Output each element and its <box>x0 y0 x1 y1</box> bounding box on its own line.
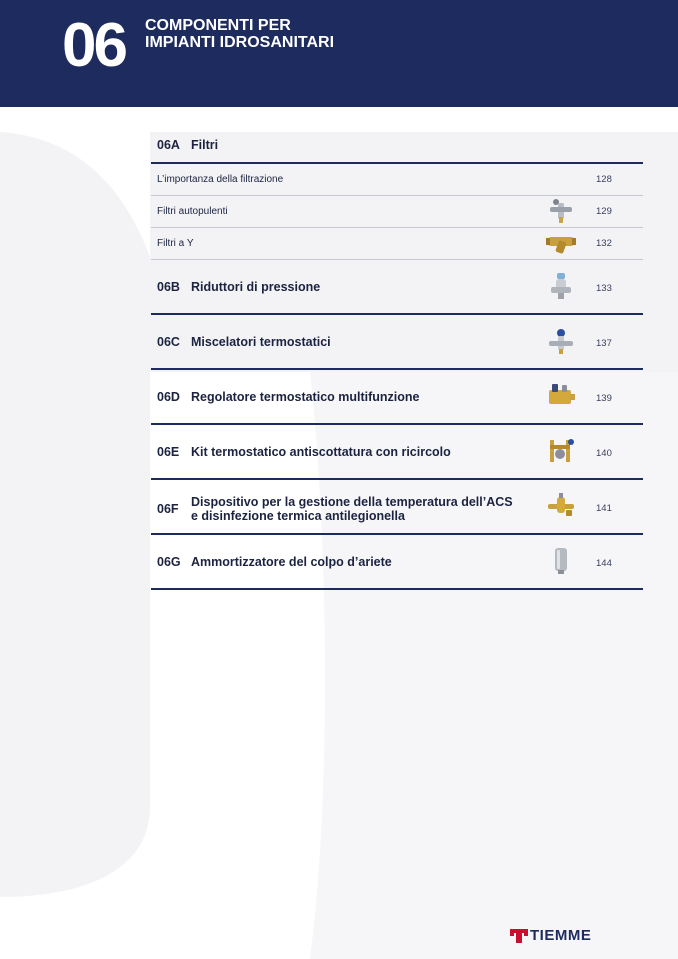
chapter-title <box>145 17 334 51</box>
toc-entry[interactable] <box>151 164 643 196</box>
toc-entry-label: Filtri autopulenti <box>157 206 228 217</box>
section-title: Riduttori di pressione <box>191 280 321 294</box>
pressure-reducer-icon <box>546 272 576 300</box>
section-title: Miscelatori termostatici <box>191 335 331 349</box>
chapter-title-line2: IMPIANTI IDROSANITARI <box>145 34 335 51</box>
thermostatic-mixer-icon <box>546 327 576 355</box>
section-code: 06F <box>157 502 179 516</box>
section-title <box>191 495 513 523</box>
section-code: 06B <box>157 280 180 294</box>
section-title: Ammortizzatore del colpo d’ariete <box>191 555 392 569</box>
section-code: 06E <box>157 445 180 459</box>
page-number: 128 <box>596 174 612 185</box>
dhw-temperature-device-icon <box>546 492 576 520</box>
toc-entry-label: L’importanza della filtrazione <box>157 174 284 185</box>
section-title-line1: Dispositivo per la gestione della temperatura dell’ACS <box>191 495 513 509</box>
section-divider <box>151 588 643 590</box>
section-header <box>151 128 643 162</box>
section-code: 06A <box>157 138 180 152</box>
page-number: 139 <box>596 393 612 404</box>
toc-entry-label: Filtri a Y <box>157 238 194 249</box>
section-06e[interactable] <box>151 425 643 478</box>
page-number: 141 <box>596 503 612 514</box>
page-number: 129 <box>596 206 612 217</box>
page-number: 140 <box>596 448 612 459</box>
chapter-title-line1: COMPONENTI PER <box>145 17 291 34</box>
toc-entry[interactable] <box>151 196 643 228</box>
brand-name: TIEMME <box>530 927 592 944</box>
section-code: 06C <box>157 335 180 349</box>
section-title: Regolatore termostatico multifunzione <box>191 390 420 404</box>
water-hammer-arrester-icon <box>546 547 576 575</box>
y-strainer-icon <box>546 229 576 257</box>
toc-entry[interactable] <box>151 228 643 260</box>
page-number: 132 <box>596 238 612 249</box>
table-of-contents <box>151 128 643 590</box>
multifunction-regulator-icon <box>546 382 576 410</box>
section-code: 06G <box>157 555 181 569</box>
section-06d[interactable] <box>151 370 643 423</box>
section-title: Kit termostatico antiscottatura con ricircolo <box>191 445 451 459</box>
chapter-header <box>0 0 678 107</box>
section-06g[interactable] <box>151 535 643 588</box>
section-title-line2: e disinfezione termica antilegionella <box>191 509 405 523</box>
tiemme-logo <box>510 927 591 944</box>
self-cleaning-filter-icon <box>546 197 576 225</box>
section-06b[interactable] <box>151 260 643 313</box>
section-code: 06D <box>157 390 180 404</box>
tiemme-mark-icon <box>510 929 528 943</box>
section-06f[interactable] <box>151 480 643 533</box>
anti-scald-kit-icon <box>546 437 576 465</box>
page-number: 144 <box>596 558 612 569</box>
page-number: 133 <box>596 283 612 294</box>
chapter-number: 06 <box>62 11 125 80</box>
section-06a <box>151 128 643 260</box>
section-title: Filtri <box>191 138 219 152</box>
section-06c[interactable] <box>151 315 643 368</box>
page-number: 137 <box>596 338 612 349</box>
